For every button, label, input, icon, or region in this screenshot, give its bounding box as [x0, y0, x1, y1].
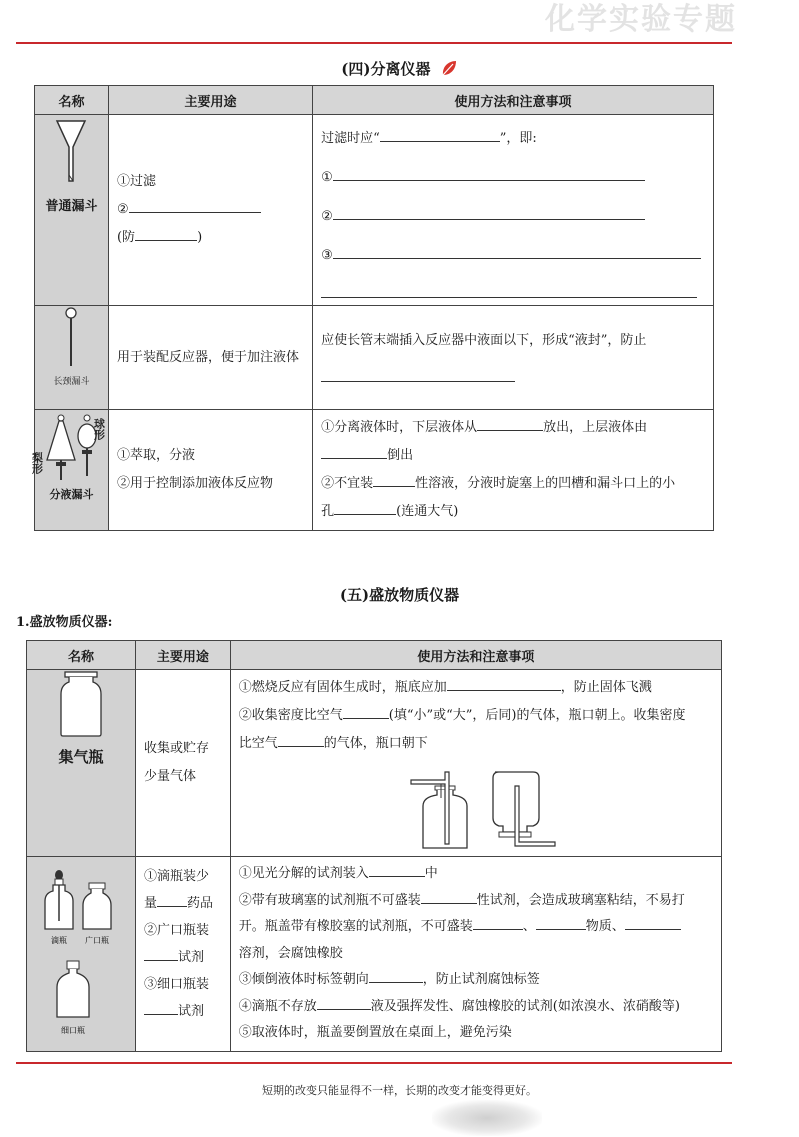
separatory-use-cell	[108, 410, 312, 531]
narrow-mouth-bottle-label: 细口瓶	[60, 1026, 85, 1035]
column-header-name: 名称	[35, 86, 109, 115]
blank	[144, 1000, 178, 1015]
blank	[373, 472, 415, 487]
reagent-note-2a: ②带有玻璃塞的试剂瓶不可盛装	[238, 892, 421, 908]
gas-bottle-use: 收集或贮存少量气体	[143, 741, 209, 784]
reagent-bottles-use-cell	[135, 857, 230, 1052]
long-neck-use-cell	[108, 306, 312, 410]
reagent-note-3	[239, 967, 713, 994]
reagent-use-2	[144, 944, 222, 971]
reagent-note-2e: 物质、	[585, 919, 625, 934]
funnel-use-3	[117, 224, 304, 252]
gas-bottle-use-cell	[135, 670, 230, 857]
blank	[333, 166, 645, 181]
reagent-use-1a: ①滴瓶装少	[143, 869, 209, 884]
gas-bottle-note-2c: 比空气	[238, 736, 278, 751]
pear-label: 梨形	[30, 452, 44, 474]
column-header-use: 主要用途	[135, 641, 230, 670]
reagent-note-1	[239, 861, 713, 888]
footer-rule	[16, 1062, 732, 1064]
separatory-funnel-name-cell	[30, 410, 109, 531]
blank	[477, 416, 543, 431]
separatory-note-2d: (连通大气)	[396, 504, 459, 519]
long-neck-funnel-name-cell	[35, 306, 109, 410]
footer-motto: 短期的改变只能显得不一样，长期的改变才能变得更好。	[262, 1084, 537, 1097]
reagent-note-2d: 、	[522, 919, 536, 934]
reagent-use-1b: 量	[143, 896, 157, 911]
separatory-funnel-icon	[30, 410, 107, 484]
gas-bottle-note-2b: (填“小”或“大”，后同)的气体，瓶口朝上。收集密度	[388, 708, 686, 723]
blank	[129, 198, 261, 213]
funnel-note-2	[321, 197, 705, 236]
funnel-notes-cell	[313, 115, 714, 306]
reagent-note-4b: 液及强挥发性、腐蚀橡胶的试剂(如浓溴水、浓硝酸等)	[370, 998, 680, 1014]
section-5-title: (五)盛放物质仪器	[339, 586, 460, 604]
reagent-use-1c: 药品	[186, 896, 213, 911]
gas-bottle-note-2a: ②收集密度比空气	[238, 708, 343, 723]
blank	[144, 946, 178, 961]
blank	[447, 676, 561, 691]
funnel-use-cell	[108, 115, 312, 306]
reagent-use-2b: 试剂	[177, 950, 204, 965]
funnel-use-1: ①过滤	[116, 174, 156, 189]
blank	[536, 915, 586, 930]
funnel-name: 普通漏斗	[45, 199, 98, 214]
reagent-note-3b: ，防止试剂腐蚀标签	[422, 972, 540, 987]
reagent-note-2b: 性试剂，会造成玻璃塞粘结，不易打	[476, 892, 685, 908]
blank	[421, 889, 477, 904]
separatory-note-2b: 性溶液，分液时旋塞上的凹槽和漏斗口上的小	[415, 476, 676, 491]
blank	[278, 732, 324, 747]
reagent-bottles-icon	[29, 857, 133, 1041]
header-rule	[16, 42, 732, 44]
reagent-note-1a: ①见光分解的试剂装入	[238, 866, 369, 881]
leaf-icon	[440, 59, 458, 77]
gas-bottle-note-1	[239, 674, 713, 702]
blank	[473, 915, 523, 930]
blank	[321, 444, 387, 459]
separatory-use-2: ②用于控制添加液体反应物	[116, 476, 273, 491]
blank	[343, 704, 389, 719]
reagent-note-2-cont	[239, 914, 713, 941]
gas-bottle-note-1b: ，防止固体飞溅	[560, 680, 652, 695]
blank	[334, 500, 396, 515]
funnel-note-1-label: ①	[321, 170, 333, 185]
separatory-note-2	[321, 470, 705, 498]
separatory-note-2c: 孔	[321, 504, 335, 519]
reagent-bottles-notes-cell	[230, 857, 721, 1052]
blank	[625, 915, 681, 930]
reagent-note-2	[239, 888, 713, 915]
funnel-note-2-label: ②	[321, 209, 333, 224]
long-neck-note: 应使长管末端插入反应器中液面以下，形成“液封”，防止	[321, 333, 647, 348]
separatory-note-1-cont	[321, 442, 705, 470]
blank	[317, 995, 371, 1010]
funnel-use-3-prefix: (防	[116, 230, 136, 245]
gas-bottle-note-2	[239, 702, 713, 730]
long-neck-funnel-icon	[61, 306, 81, 368]
separatory-funnel-name: 分液漏斗	[49, 488, 94, 501]
gas-bottle-note-1a: ①燃烧反应有固体生成时，瓶底应加	[238, 680, 447, 695]
funnel-note-3-label: ③	[321, 248, 333, 263]
reagent-note-3a: ③倾倒液体时标签朝向	[238, 972, 369, 987]
gas-bottle-name: 集气瓶	[58, 748, 104, 766]
blank	[380, 127, 500, 142]
reagent-note-4	[239, 994, 713, 1021]
funnel-note-intro-b: ”，即:	[499, 131, 537, 146]
gas-bottle-notes-cell	[230, 670, 721, 857]
column-header-use: 主要用途	[108, 86, 312, 115]
funnel-note-3	[321, 236, 705, 275]
reagent-note-5: ⑤取液体时，瓶盖要倒置放在桌面上，避免污染	[238, 1025, 512, 1040]
long-neck-notes-cell	[313, 306, 714, 410]
reagent-bottles-name-cell	[27, 857, 136, 1052]
separatory-use-1: ①萃取，分液	[116, 448, 195, 463]
section-5-subtitle: 1.盛放物质仪器:	[16, 615, 113, 630]
dropper-bottle-label: 滴瓶	[50, 936, 67, 945]
funnel-use-2-label: ②	[116, 202, 129, 217]
page-header-title: 化学实验专题	[545, 2, 737, 37]
funnel-icon	[54, 115, 88, 185]
separatory-note-1c: 倒出	[387, 448, 414, 463]
reagent-use-3	[144, 998, 222, 1025]
gas-collection-diagram	[409, 768, 559, 852]
reagent-use-2a: ②广口瓶装	[143, 923, 209, 938]
reagent-note-2-end: 溶剂，会腐蚀橡胶	[238, 945, 343, 961]
blank	[135, 226, 197, 241]
column-header-name: 名称	[27, 641, 136, 670]
reagent-note-2c: 开。瓶盖带有橡胶塞的试剂瓶，不可盛装	[238, 919, 473, 934]
funnel-note-1	[321, 158, 705, 197]
column-header-notes: 使用方法和注意事项	[230, 641, 721, 670]
blank	[369, 968, 423, 983]
storage-instruments-table	[26, 640, 722, 1052]
reagent-use-3b: 试剂	[177, 1004, 204, 1019]
separatory-notes-cell	[313, 410, 714, 531]
wide-mouth-bottle-label: 广口瓶	[84, 936, 109, 945]
separatory-note-2-cont	[321, 498, 705, 526]
separatory-note-1a: ①分离液体时，下层液体从	[321, 420, 478, 435]
reagent-note-4a: ④滴瓶不存放	[238, 998, 317, 1014]
blank	[333, 205, 645, 220]
scan-smudge	[432, 1100, 542, 1136]
long-neck-funnel-name: 长颈漏斗	[53, 377, 90, 387]
funnel-note-intro	[321, 119, 705, 158]
separation-instruments-table	[30, 85, 714, 531]
gas-bottle-note-2-cont	[239, 730, 713, 758]
gas-bottle-name-cell	[27, 670, 136, 857]
funnel-use-3-suffix: )	[197, 230, 203, 245]
funnel-note-intro-a: 过滤时应“	[321, 131, 380, 146]
section-4-title	[0, 58, 799, 79]
blank	[369, 862, 425, 877]
blank	[321, 283, 697, 298]
blank	[157, 892, 187, 907]
separatory-note-1	[321, 414, 705, 442]
blank	[333, 244, 701, 259]
funnel-name-cell	[35, 115, 109, 306]
separatory-note-2a: ②不宜装	[321, 476, 374, 491]
gas-bottle-note-2d: 的气体，瓶口朝下	[323, 736, 428, 751]
blank	[321, 367, 515, 382]
gas-bottle-icon	[58, 670, 104, 738]
reagent-use-3a: ③细口瓶装	[143, 977, 209, 992]
funnel-use-2	[117, 196, 304, 224]
reagent-use-1	[144, 890, 222, 917]
section-4-title-text: (四)分离仪器	[341, 60, 431, 78]
column-header-notes: 使用方法和注意事项	[313, 86, 714, 115]
reagent-note-1b: 中	[424, 866, 438, 881]
separatory-note-1b: 放出，上层液体由	[543, 420, 648, 435]
long-neck-use: 用于装配反应器，便于加注液体	[116, 349, 299, 365]
ball-label: 球形	[92, 418, 106, 440]
